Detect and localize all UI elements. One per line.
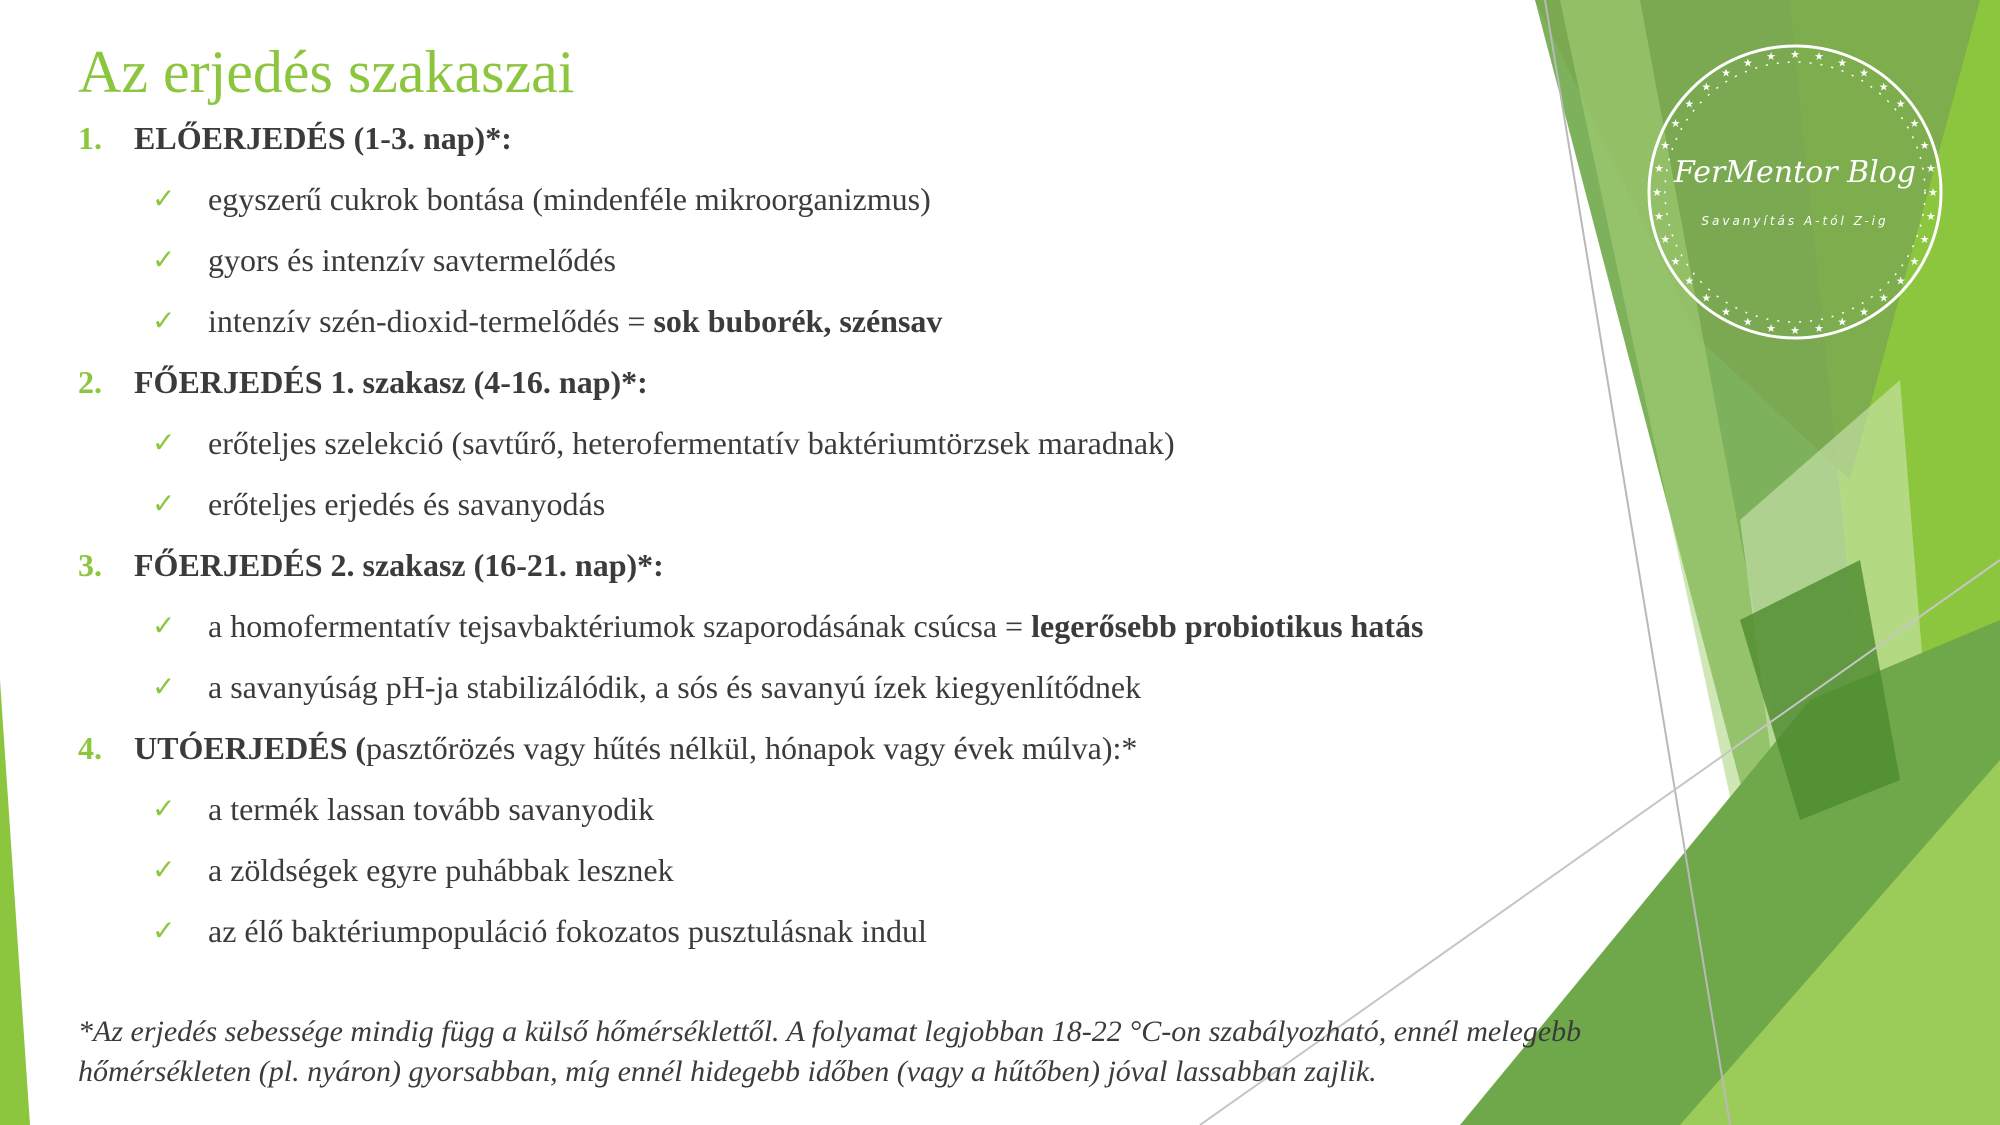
check-icon: ✓	[152, 304, 176, 337]
check-icon: ✓	[152, 853, 176, 886]
star-icon: ★	[1814, 50, 1824, 64]
star-icon: ★	[1660, 233, 1671, 247]
logo-star-ring	[1652, 48, 1938, 337]
star-icon: ★	[1837, 315, 1848, 329]
star-icon: ★	[1742, 315, 1753, 329]
star-icon: ★	[1654, 210, 1665, 223]
star-icon: ★	[1670, 255, 1681, 268]
star-icon: ★	[1721, 66, 1731, 80]
footnote-line-2: hőmérsékleten (pl. nyáron) gyorsabban, míg ennél hidegebb időben (vagy a hűtőben) jóval lassabban zajlik.	[78, 1055, 1377, 1088]
star-icon: ★	[1837, 56, 1848, 70]
star-icon: ★	[1684, 97, 1695, 111]
check-icon: ✓	[152, 182, 176, 215]
check-icon: ✓	[152, 243, 176, 276]
star-icon: ★	[1660, 138, 1671, 152]
star-icon: ★	[1919, 233, 1930, 247]
star-icon: ★	[1925, 210, 1936, 223]
stage-number: 2.	[78, 364, 102, 400]
stage-heading: FŐERJEDÉS 1. szakasz (4-16. nap)*:	[134, 364, 648, 400]
star-icon: ★	[1928, 186, 1938, 199]
star-icon: ★	[1654, 162, 1665, 175]
star-icon: ★	[1742, 56, 1753, 70]
star-icon: ★	[1909, 255, 1920, 268]
star-icon: ★	[1878, 291, 1889, 305]
star-icon: ★	[1790, 48, 1800, 61]
star-icon: ★	[1701, 80, 1712, 94]
logo-name: FerMentor Blog	[1674, 155, 1916, 190]
slide-title: Az erjedés szakaszai	[78, 39, 575, 105]
star-icon: ★	[1701, 291, 1712, 305]
star-icon: ★	[1670, 117, 1681, 130]
footnote-line-1: *Az erjedés sebessége mindig függ a külső hőmérséklettől. A folyamat legjobban 18-22 °C-on szabályozható, ennél melegebb	[78, 1015, 1582, 1048]
star-icon: ★	[1814, 321, 1824, 335]
logo-outer-ring	[1649, 46, 1941, 338]
star-icon: ★	[1766, 321, 1776, 335]
star-icon: ★	[1895, 97, 1906, 111]
star-icon: ★	[1925, 162, 1936, 175]
stage-number: 1.	[78, 120, 102, 156]
check-icon: ✓	[152, 914, 176, 947]
star-icon: ★	[1878, 80, 1889, 94]
footnote	[78, 1012, 1778, 1092]
stage-heading: UTÓERJEDÉS (pasztőrözés vagy hűtés nélkül, hónapok vagy évek múlva):*	[134, 730, 1138, 766]
star-icon: ★	[1766, 50, 1776, 64]
star-icon: ★	[1721, 305, 1731, 319]
star-icon: ★	[1790, 324, 1800, 337]
check-icon: ✓	[152, 487, 176, 520]
fermentor-blog-logo	[1645, 42, 1945, 342]
star-icon: ★	[1859, 305, 1869, 319]
check-icon: ✓	[152, 670, 176, 703]
stage-heading: FŐERJEDÉS 2. szakasz (16-21. nap)*:	[134, 547, 664, 583]
star-icon: ★	[1684, 274, 1695, 288]
logo-tagline: Savanyítás A-tól Z-ig	[1701, 214, 1889, 228]
star-icon: ★	[1652, 186, 1662, 199]
star-icon: ★	[1919, 138, 1930, 152]
logo-inner-ring	[1665, 62, 1925, 322]
stage-number: 4.	[78, 730, 102, 766]
check-icon: ✓	[152, 792, 176, 825]
check-icon: ✓	[152, 609, 176, 642]
star-icon: ★	[1859, 66, 1869, 80]
stage-heading: ELŐERJEDÉS (1-3. nap)*:	[134, 120, 512, 156]
star-icon: ★	[1895, 274, 1906, 288]
stage-number: 3.	[78, 547, 102, 583]
left-green-triangle	[0, 680, 30, 1125]
star-icon: ★	[1909, 117, 1920, 130]
check-icon: ✓	[152, 426, 176, 459]
